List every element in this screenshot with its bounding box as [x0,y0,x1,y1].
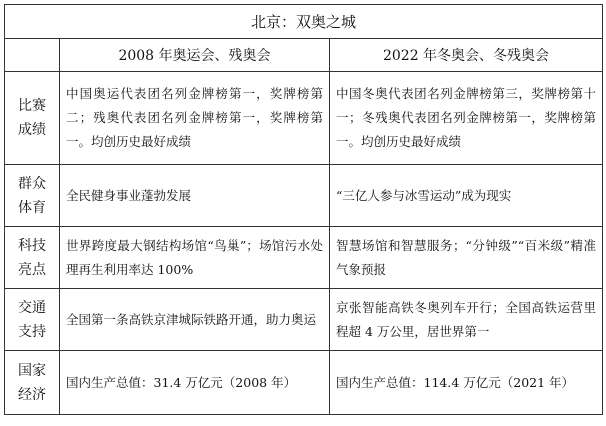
table-row [5,72,603,165]
cell-2008: 中国奥运代表团名列金牌榜第一，奖牌榜第二；残奥代表团名列金牌榜第一，奖牌榜第一。均创历史最好成绩 [60,72,330,165]
table-row [5,351,603,415]
row-label-line: 比赛 [18,98,46,114]
row-label-line: 国家 [18,362,46,379]
cell-2022: “三亿人参与冰雪运动”成为现实 [330,165,603,227]
row-label-line: 科技 [18,237,46,254]
table-row [5,227,603,289]
table-row [5,165,603,227]
cell-2022: 国内生产总值：114.4 万亿元（2021 年） [330,351,603,415]
row-label [5,165,60,227]
cell-2022: 京张智能高铁冬奥列车开行；全国高铁运营里程超 4 万公里，居世界第一 [330,289,603,351]
row-label [5,351,60,415]
header-row [5,39,603,72]
row-label-line: 交通 [18,299,46,316]
comparison-table-container [4,4,603,415]
row-label [5,289,60,351]
cell-2008: 全国第一条高铁京津城际铁路开通，助力奥运 [60,289,330,351]
row-label-line: 亮点 [18,261,46,278]
cell-2008: 世界跨度最大钢结构场馆“鸟巢”；场馆污水处理再生利用率达 100% [60,227,330,289]
comparison-table [4,4,603,415]
header-empty [5,39,60,72]
table-title: 北京：双奥之城 [5,5,603,39]
header-2022: 2022 年冬奥会、冬残奥会 [330,39,603,72]
row-label-line: 群众 [18,175,46,192]
cell-2022: 智慧场馆和智慧服务；“分钟级”“百米级”精准气象预报 [330,227,603,289]
row-label-line: 成绩 [18,122,46,138]
cell-2008: 全民健身事业蓬勃发展 [60,165,330,227]
row-label [5,227,60,289]
row-label-line: 经济 [18,386,46,403]
title-row [5,5,603,39]
row-label-line: 支持 [18,323,46,340]
table-row [5,289,603,351]
cell-2022: 中国冬奥代表团名列金牌榜第三，奖牌榜第十一；冬残奥代表团名列金牌榜第一，奖牌榜第一。均创历史最好成绩 [330,72,603,165]
header-2008: 2008 年奥运会、残奥会 [60,39,330,72]
cell-2008: 国内生产总值：31.4 万亿元（2008 年） [60,351,330,415]
row-label [5,72,60,165]
row-label-line: 体育 [18,199,46,216]
